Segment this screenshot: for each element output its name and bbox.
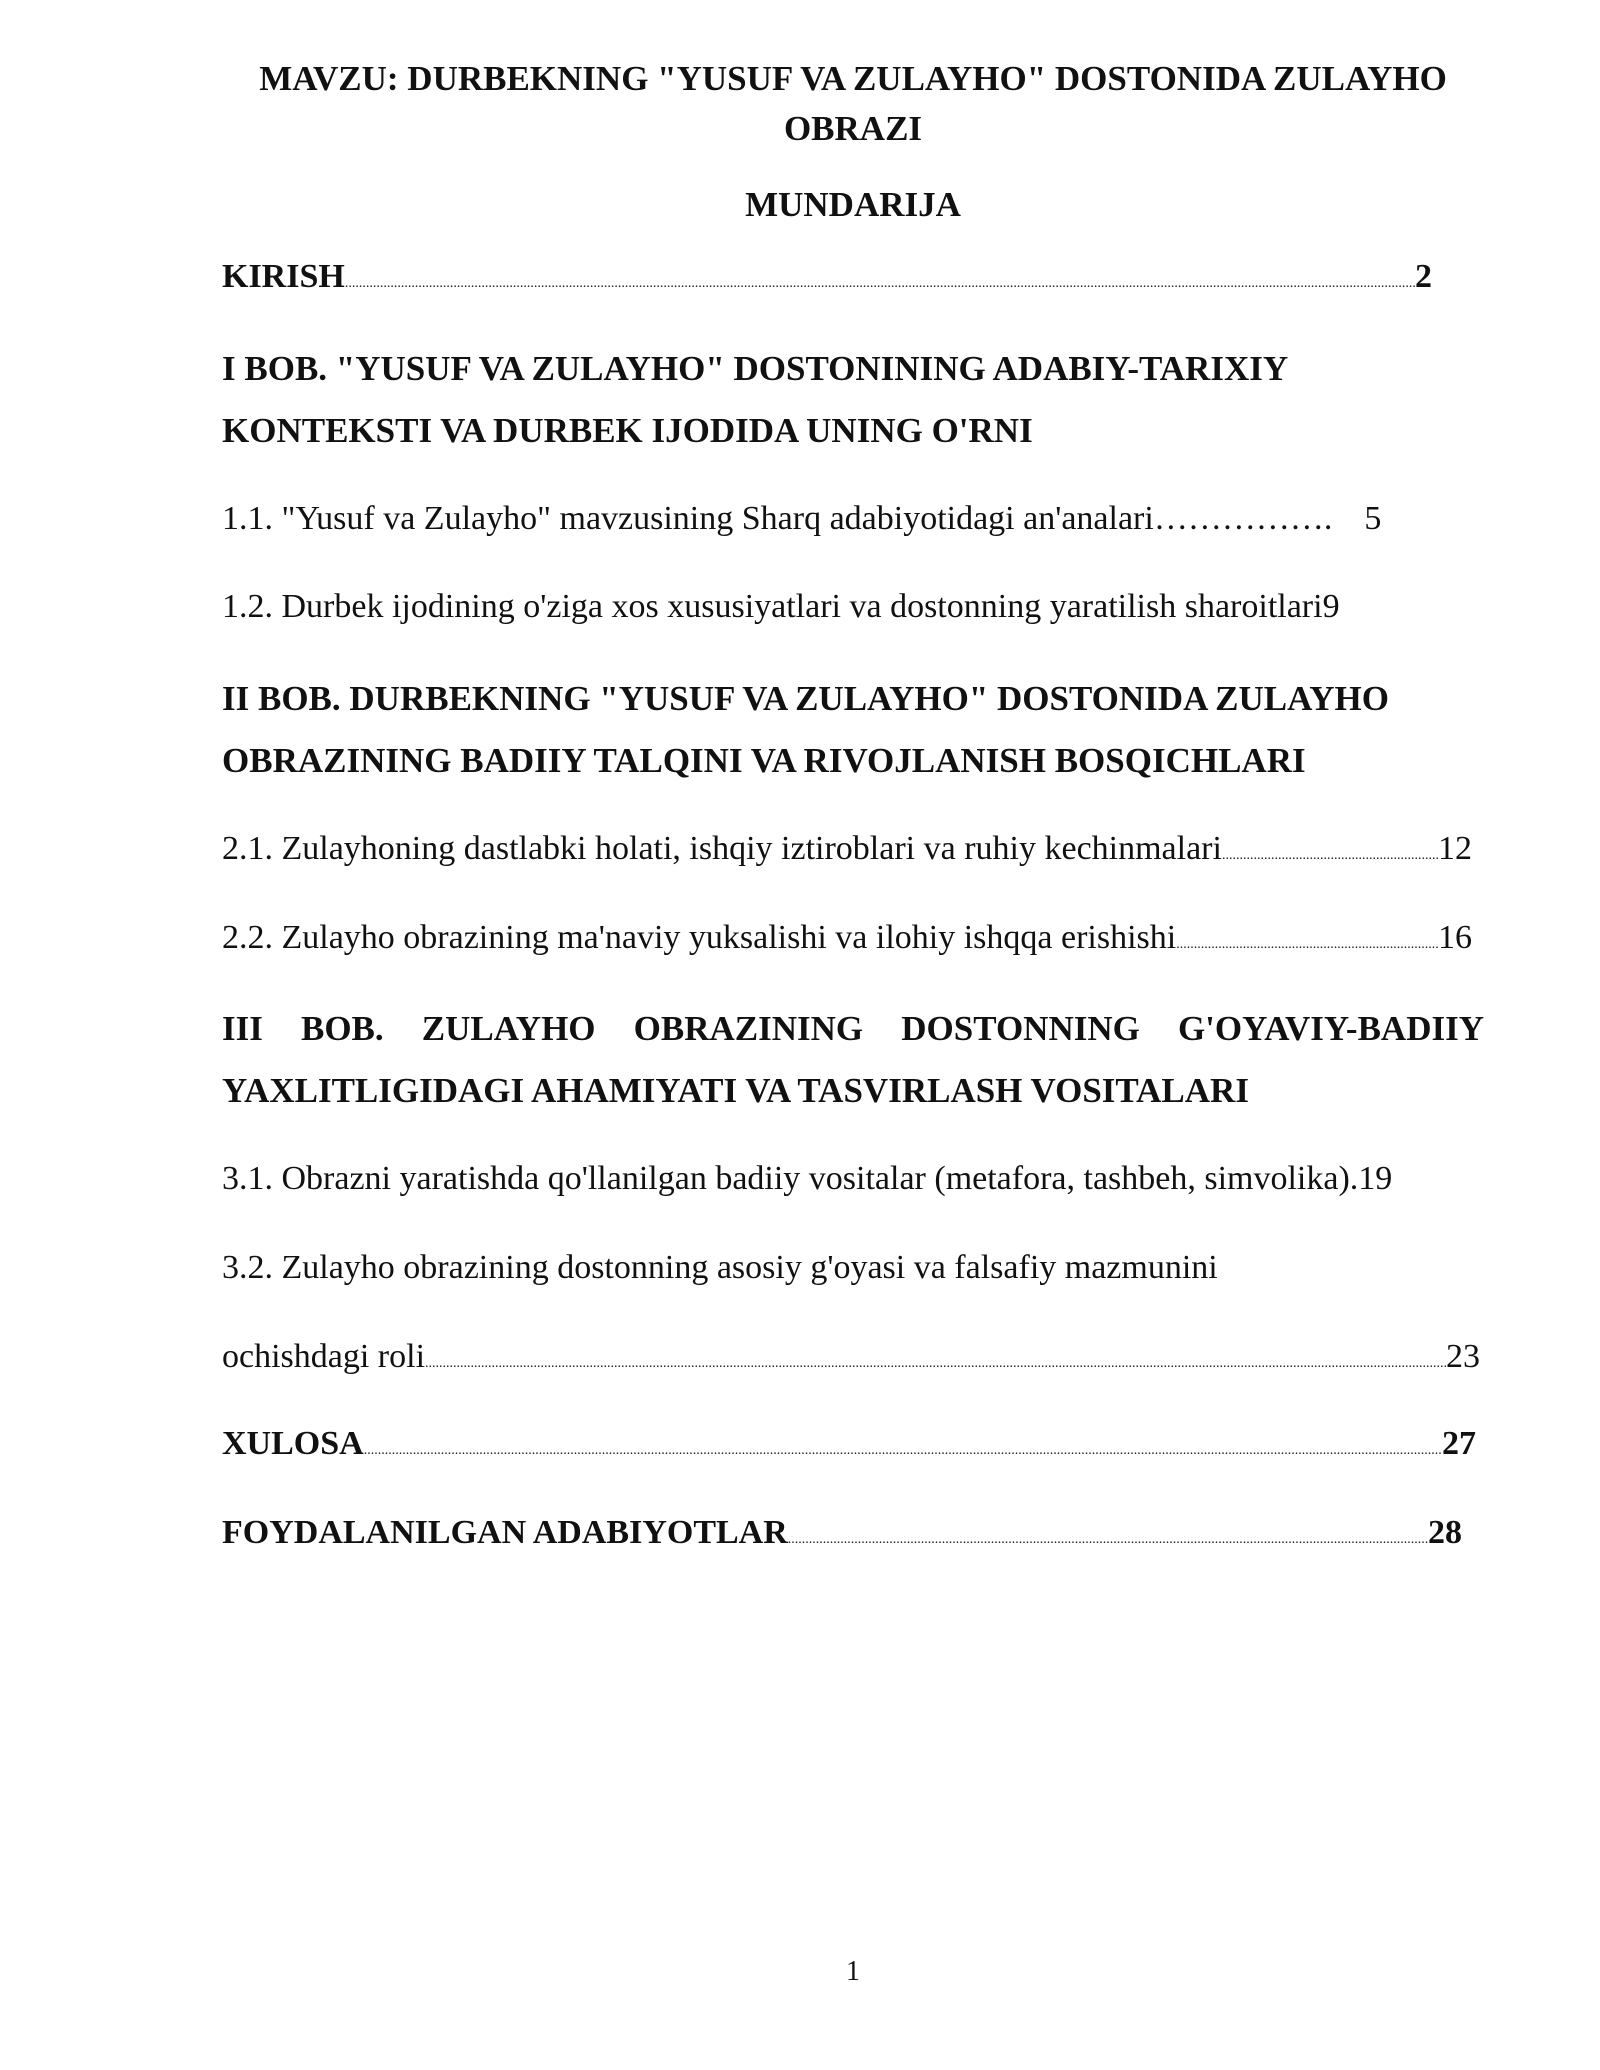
toc-entry-label: 1.1. "Yusuf va Zulayho" mavzusining Sharq adabiyotidagi an'analari (222, 500, 1154, 537)
toc-entry-intro[interactable] (222, 254, 1432, 307)
toc-chapter-1[interactable] (222, 338, 1484, 462)
toc-entry-label: ochishdagi roli (222, 1338, 426, 1375)
toc-entry-page: 28 (1428, 1514, 1462, 1551)
chapter-title-line: I BOB. "YUSUF VA ZULAYHO" DOSTONINING ADABIY-TARIXIY (222, 349, 1289, 388)
toc-entry-1-2[interactable]: 1.2. Durbek ijodining o'ziga xos xususiyatlari va dostonning yaratilish sharoitlari9 (222, 588, 1340, 625)
toc-entry-page: 23 (1446, 1338, 1480, 1375)
dot-leader (788, 1517, 1428, 1563)
chapter-title-line: KONTEKSTI VA DURBEK IJODIDA UNING O'RNI (222, 411, 1033, 450)
toc-entry-1-1[interactable] (222, 496, 1462, 542)
page-number: 1 (846, 1956, 860, 1987)
toc-entry-2-2[interactable] (222, 915, 1472, 968)
dot-leader (364, 1428, 1442, 1474)
chapter-title-line: YAXLITLIGIDAGI AHAMIYATI VA TASVIRLASH VOSITALARI (222, 1071, 1249, 1110)
chapter-title-line: OBRAZINING BADIIY TALQINI VA RIVOJLANISH BOSQICHLARI (222, 741, 1306, 780)
toc-entry-page: 16 (1438, 919, 1472, 956)
dot-leader (1176, 922, 1438, 968)
toc-entry-label: FOYDALANILGAN ADABIYOTLAR (222, 1514, 788, 1551)
toc-entry-page: 27 (1442, 1425, 1476, 1462)
dot-leader (425, 1341, 1446, 1387)
chapter-title-line: II BOB. DURBEKNING "YUSUF VA ZULAYHO" DOSTONIDA ZULAYHO (222, 679, 1389, 718)
toc-entry-2-1[interactable] (222, 826, 1472, 879)
toc-entry-label: KIRISH (222, 258, 345, 295)
dot-leader (1222, 833, 1438, 879)
document-title: MAVZU: DURBEKNING "YUSUF VA ZULAYHO" DOSTONIDA ZULAYHO OBRAZI (259, 59, 1447, 148)
toc-entry-3-2-line1[interactable]: 3.2. Zulayho obrazining dostonning asosiy g'oyasi va falsafiy mazmunini (222, 1249, 1218, 1286)
toc-entry-page: 5 (1364, 500, 1382, 537)
toc-entry-conclusion[interactable] (222, 1421, 1476, 1474)
toc-entry-3-2[interactable] (222, 1334, 1480, 1387)
toc-entry-label: 2.2. Zulayho obrazining ma'naviy yuksalishi va ilohiy ishqqa erishishi (222, 919, 1177, 956)
toc-entry-3-1[interactable]: 3.1. Obrazni yaratishda qo'llanilgan badiiy vositalar (metafora, tashbeh, simvolika).19 (222, 1160, 1393, 1197)
toc-heading: MUNDARIJA (745, 185, 961, 224)
toc-chapter-2[interactable] (222, 668, 1484, 792)
toc-chapter-3[interactable] (222, 998, 1484, 1122)
toc-entry-page: 2 (1415, 258, 1432, 295)
chapter-title-line: III BOB. ZULAYHO OBRAZINING DOSTONNING G'OYAVIY-BADIIY (222, 1009, 1484, 1048)
toc-entry-label: 2.1. Zulayhoning dastlabki holati, ishqiy iztiroblari va ruhiy kechinmalari (222, 830, 1222, 867)
dot-leader (345, 261, 1415, 307)
toc-entry-page: 12 (1438, 830, 1472, 867)
toc-entry-label: XULOSA (222, 1425, 364, 1462)
toc-entry-references[interactable] (222, 1510, 1462, 1563)
dot-leader: ……………. (1153, 500, 1333, 537)
document-page (222, 0, 1484, 2070)
